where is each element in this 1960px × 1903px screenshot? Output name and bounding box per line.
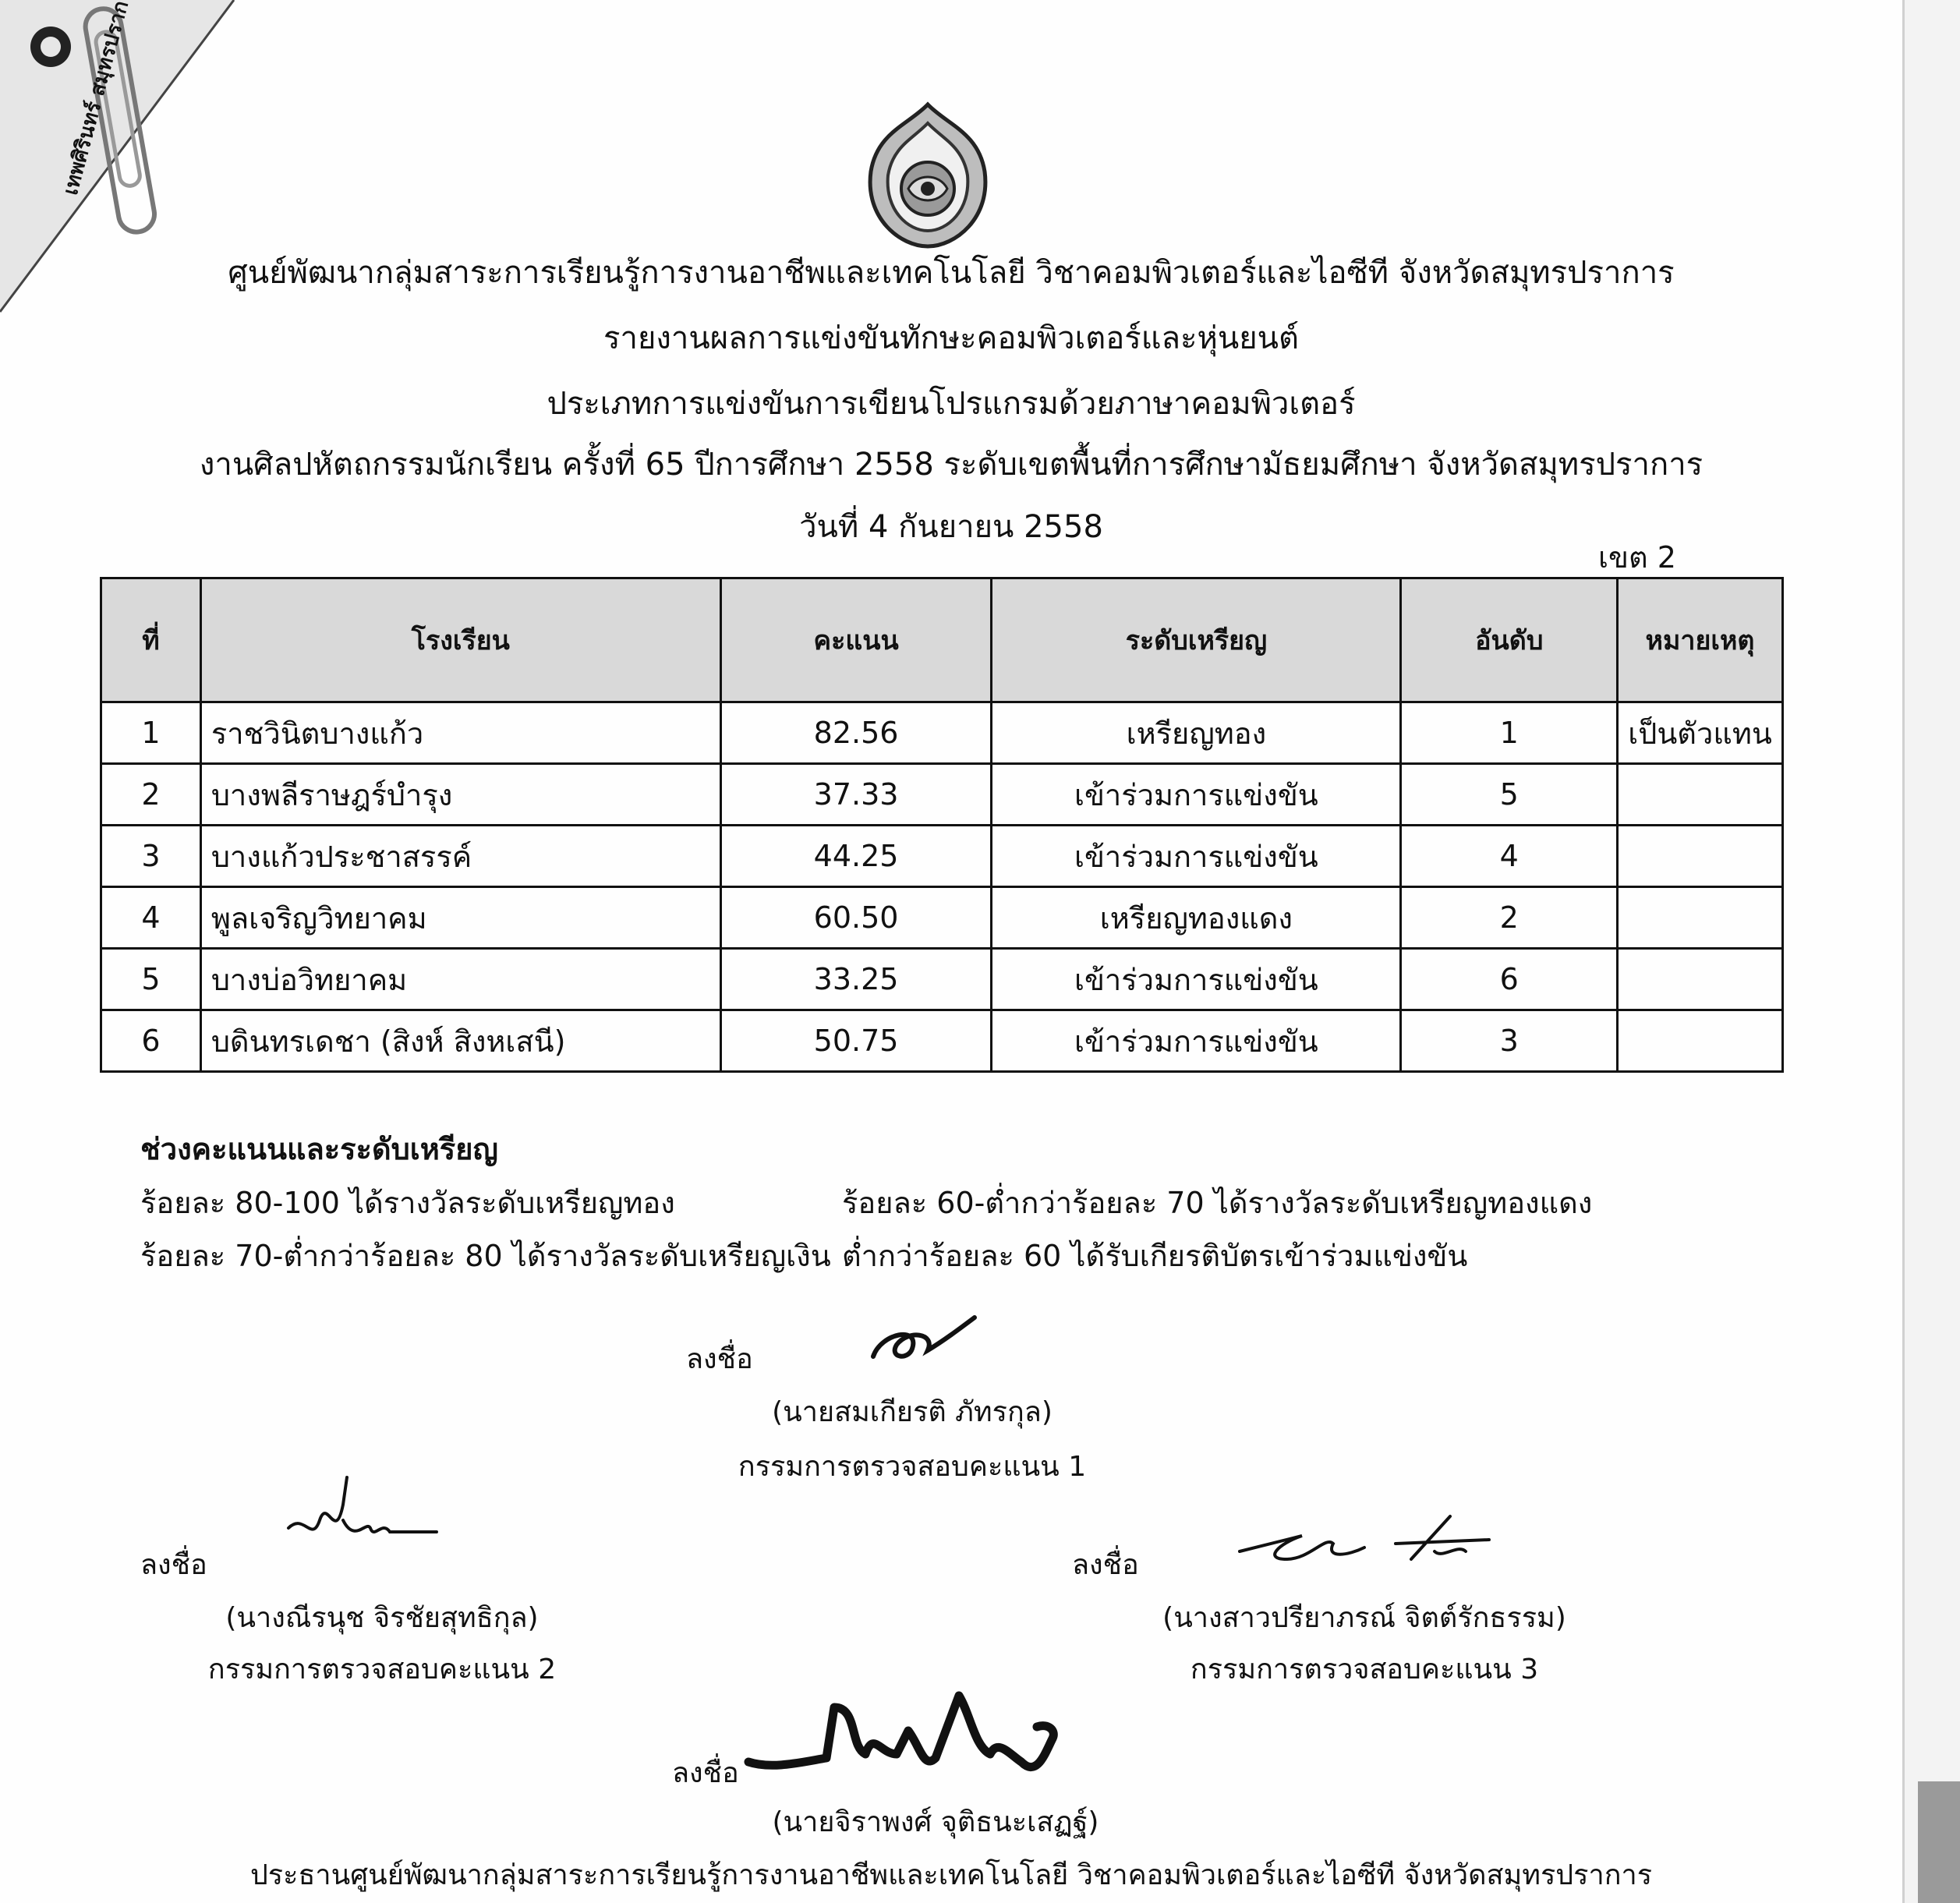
zone-label: เขต 2 xyxy=(1598,540,1676,575)
cell-score: 37.33 xyxy=(720,764,992,826)
signature-judge-3 xyxy=(1232,1512,1497,1575)
col-no: ที่ xyxy=(101,578,201,702)
signature-judge-1 xyxy=(865,1310,982,1372)
cell-school: ราชวินิตบางแก้ว xyxy=(200,702,720,764)
sign-label: ลงชื่อ xyxy=(672,1757,739,1789)
col-school: โรงเรียน xyxy=(200,578,720,702)
sign-label: ลงชื่อ xyxy=(686,1343,753,1375)
chair-role: ประธานศูนย์พัฒนากลุ่มสาระการเรียนรู้การงานอาชีพและเทคโนโลยี วิชาคอมพิวเตอร์และไอซีที จังหวัดสมุทรปราการ xyxy=(249,1859,1653,1891)
cell-rank: 2 xyxy=(1401,887,1618,949)
header-line-1: ศูนย์พัฒนากลุ่มสาระการเรียนรู้การงานอาชีพและเทคโนโลยี วิชาคอมพิวเตอร์และไอซีที จังหวัดสมุทรปราการ xyxy=(228,255,1675,291)
range-participate: ต่ำกว่าร้อยละ 60 ได้รับเกียรติบัตรเข้าร่วมแข่งขัน xyxy=(842,1239,1468,1273)
cell-rank: 4 xyxy=(1401,826,1618,887)
cell-no: 4 xyxy=(101,887,201,949)
table-row xyxy=(101,949,1783,1010)
judge-1-name: (นายสมเกียรติ ภัทรกุล) xyxy=(772,1396,1053,1428)
table-row xyxy=(101,1010,1783,1072)
table-header-row xyxy=(101,578,1783,702)
range-gold: ร้อยละ 80-100 ได้รางวัลระดับเหรียญทอง xyxy=(140,1186,675,1220)
table-row xyxy=(101,702,1783,764)
header-date: วันที่ 4 กันยายน 2558 xyxy=(799,509,1103,545)
table-row xyxy=(101,887,1783,949)
cell-no: 2 xyxy=(101,764,201,826)
header-line-3: ประเภทการแข่งขันการเขียนโปรแกรมด้วยภาษาคอมพิวเตอร์ xyxy=(547,386,1356,422)
cell-medal: เข้าร่วมการแข่งขัน xyxy=(992,764,1401,826)
cell-score: 44.25 xyxy=(720,826,992,887)
cell-score: 60.50 xyxy=(720,887,992,949)
range-silver: ร้อยละ 70-ต่ำกว่าร้อยละ 80 ได้รางวัลระดับเหรียญเงิน xyxy=(140,1239,831,1273)
cell-rank: 3 xyxy=(1401,1010,1618,1072)
cell-rank: 5 xyxy=(1401,764,1618,826)
sign-label: ลงชื่อ xyxy=(140,1549,207,1581)
table-row xyxy=(101,764,1783,826)
cell-school: บางพลีราษฎร์บำรุง xyxy=(200,764,720,826)
scan-edge xyxy=(1902,0,1960,1903)
judge-2-name: (นางณีรนุช จิรชัยสุทธิกุล) xyxy=(225,1602,539,1634)
cell-no: 3 xyxy=(101,826,201,887)
range-bronze: ร้อยละ 60-ต่ำกว่าร้อยละ 70 ได้รางวัลระดับเหรียญทองแดง xyxy=(842,1186,1593,1220)
obec-emblem-icon xyxy=(861,101,994,249)
cell-note xyxy=(1618,764,1783,826)
signature-judge-2 xyxy=(281,1473,444,1567)
cell-note: เป็นตัวแทน xyxy=(1618,702,1783,764)
signature-chair xyxy=(741,1684,1068,1793)
cell-school: บางบ่อวิทยาคม xyxy=(200,949,720,1010)
table-row xyxy=(101,826,1783,887)
cell-medal: เหรียญทอง xyxy=(992,702,1401,764)
scan-edge-shadow xyxy=(1918,1781,1960,1903)
judge-1-role: กรรมการตรวจสอบคะแนน 1 xyxy=(738,1451,1087,1483)
cell-note xyxy=(1618,887,1783,949)
cell-score: 50.75 xyxy=(720,1010,992,1072)
cell-school: พูลเจริญวิทยาคม xyxy=(200,887,720,949)
col-medal: ระดับเหรียญ xyxy=(992,578,1401,702)
cell-score: 82.56 xyxy=(720,702,992,764)
sign-label: ลงชื่อ xyxy=(1072,1549,1139,1581)
cell-score: 33.25 xyxy=(720,949,992,1010)
cell-school: บดินทรเดชา (สิงห์ สิงหเสนี) xyxy=(200,1010,720,1072)
col-score: คะแนน xyxy=(720,578,992,702)
cell-no: 5 xyxy=(101,949,201,1010)
cell-note xyxy=(1618,1010,1783,1072)
header-line-2: รายงานผลการแข่งขันทักษะคอมพิวเตอร์และหุ่นยนต์ xyxy=(603,320,1299,356)
header-line-4: งานศิลปหัตถกรรมนักเรียน ครั้งที่ 65 ปีการศึกษา 2558 ระดับเขตพื้นที่การศึกษามัธยมศึกษา จังหวัดสมุทรปราการ xyxy=(199,447,1704,483)
cell-note xyxy=(1618,826,1783,887)
cell-no: 1 xyxy=(101,702,201,764)
judge-3-name: (นางสาวปรียาภรณ์ จิตต์รักธรรม) xyxy=(1162,1602,1566,1634)
judge-2-role: กรรมการตรวจสอบคะแนน 2 xyxy=(207,1654,557,1685)
cell-medal: เข้าร่วมการแข่งขัน xyxy=(992,1010,1401,1072)
cell-school: บางแก้วประชาสรรค์ xyxy=(200,826,720,887)
cell-note xyxy=(1618,949,1783,1010)
cell-medal: เข้าร่วมการแข่งขัน xyxy=(992,949,1401,1010)
chair-name: (นายจิราพงศ์ จุติธนะเสฏฐ์) xyxy=(772,1806,1099,1838)
cell-rank: 6 xyxy=(1401,949,1618,1010)
col-note: หมายเหตุ xyxy=(1618,578,1783,702)
cell-no: 6 xyxy=(101,1010,201,1072)
judge-3-role: กรรมการตรวจสอบคะแนน 3 xyxy=(1190,1654,1539,1685)
cell-rank: 1 xyxy=(1401,702,1618,764)
score-range-title: ช่วงคะแนนและระดับเหรียญ xyxy=(140,1132,498,1166)
col-rank: อันดับ xyxy=(1401,578,1618,702)
cell-medal: เหรียญทองแดง xyxy=(992,887,1401,949)
results-table xyxy=(100,577,1784,1073)
cell-medal: เข้าร่วมการแข่งขัน xyxy=(992,826,1401,887)
